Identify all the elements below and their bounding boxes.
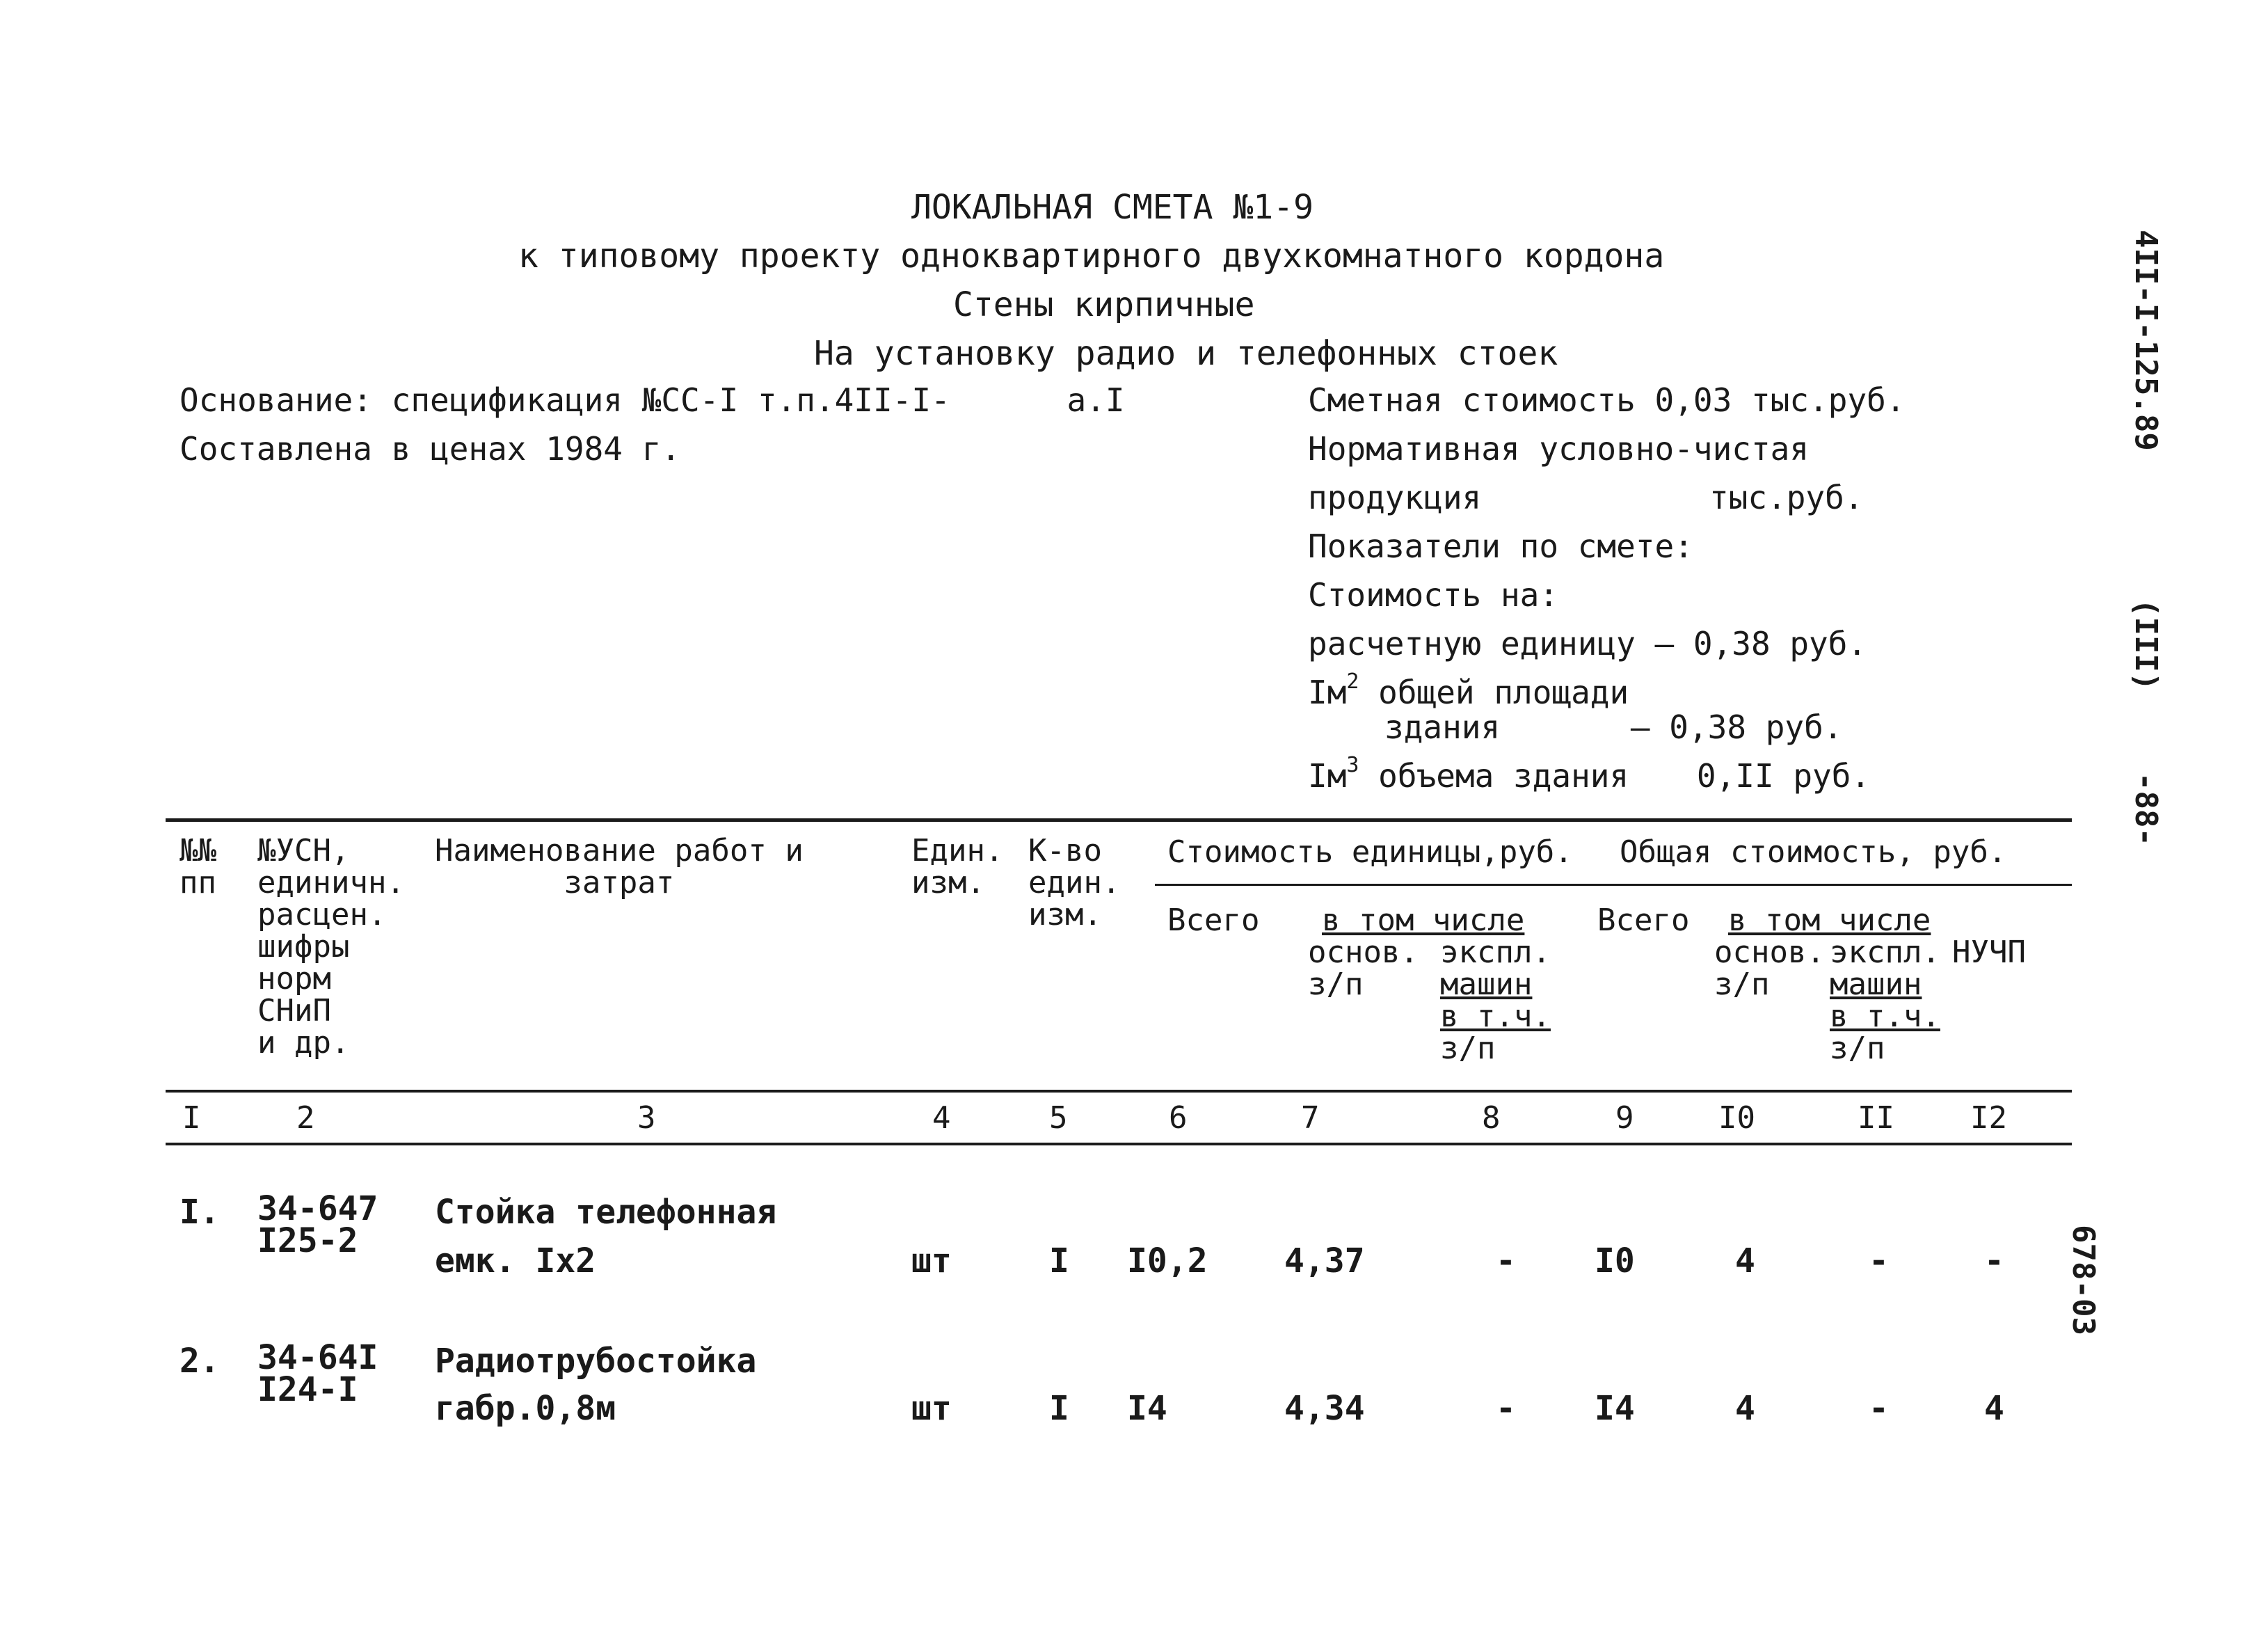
col-header-num-b: пп [179,865,216,900]
row1-qty: I [1049,1241,1069,1280]
total-eksp [1830,937,1940,1065]
m3-prefix: Iм [1308,757,1347,795]
code-h-2: расцен. [257,897,387,932]
cost-per-m2-line [1308,669,1629,711]
colnum-2: 2 [296,1100,315,1136]
row2-c12: 4 [1984,1389,2004,1428]
code-h-1: единичн. [257,865,405,900]
code-h-4: норм [257,961,331,996]
row2-code [257,1338,378,1409]
name-h-0: Наименование работ и [435,833,804,868]
colnum-6: 6 [1169,1100,1188,1136]
unit-h-0: Един. [911,833,1004,868]
col-header-name [435,835,804,899]
code-h-3: шифры [257,929,350,964]
qty-h-0: К-во [1028,833,1102,868]
code-h-5: СНиП [257,993,331,1029]
code-h-0: №УСН, [257,833,350,868]
row1-unit: шт [911,1241,952,1280]
m2-building: здания [1384,708,1501,746]
row2-c6: I4 [1127,1389,1167,1428]
side-bottom-code: 678-03 [2066,1225,2101,1335]
colnum-4: 4 [932,1100,951,1136]
col-header-num-a: №№ [179,833,216,868]
row1-code-b: I25-2 [257,1221,358,1260]
col-header-code [257,835,405,1059]
row2-qty: I [1049,1389,1069,1428]
row1-code [257,1189,378,1260]
row2-name-a: Радиотрубостойка [435,1342,757,1381]
unit-eksp-c: в т.ч. [1440,999,1551,1034]
unit-cost-group: Стоимость единицы,руб. [1167,834,1573,870]
m2-sup: 2 [1346,669,1359,694]
unit-eksp-d: з/п [1440,1031,1496,1066]
total-osn-a: основ. [1714,935,1825,970]
indicators-heading: Показатели по смете: [1308,527,1693,565]
row2-num: 2. [179,1342,220,1381]
cost-per-m3-line [1308,753,1871,795]
row2-unit: шт [911,1389,952,1428]
colnum-1: I [182,1100,201,1136]
unit-eksp [1440,937,1551,1065]
total-eksp-d: з/п [1830,1031,1885,1066]
row1-num: I. [179,1193,220,1232]
side-page: -88- [2128,772,2164,846]
side-roman: (III) [2128,598,2164,691]
total-total: Всего [1597,903,1690,938]
document-subtitle: к типовому проекту одноквартирного двухкомнатного кордона [518,237,1665,276]
side-code: 4II-I-125.89 [2128,230,2164,451]
total-eksp-a: экспл. [1830,935,1940,970]
normative-line1: Нормативная условно-чистая [1308,430,1810,468]
row2-c8: - [1496,1389,1516,1428]
colnum-bottom-rule [166,1143,2072,1145]
document-title: ЛОКАЛЬНАЯ СМЕТА №1-9 [911,188,1313,227]
total-osn-b: з/п [1714,967,1770,1002]
qty-h-2: изм. [1028,897,1102,932]
colnum-8: 8 [1482,1100,1501,1136]
cost-group-rule [1155,884,2072,886]
col-header-qty [1028,835,1120,931]
colnum-10: I0 [1718,1100,1755,1136]
col-header-num [179,835,216,899]
m3-sup: 3 [1346,753,1359,777]
normative-line2 [1308,479,1864,516]
row1-name-a: Стойка телефонная [435,1193,777,1232]
total-eksp-c: в т.ч. [1830,999,1940,1034]
row2-c9: I4 [1595,1389,1635,1428]
colnum-11: II [1858,1100,1894,1136]
row2-name-b: габр.0,8м [435,1389,616,1428]
qty-h-1: един. [1028,865,1121,900]
m3-label: объема здания [1359,757,1629,795]
row1-name-b: емк. Iх2 [435,1241,596,1280]
table-top-rule [166,818,2072,822]
col-header-unit [911,835,1003,899]
basis-line [179,381,1125,419]
cost-per-unit: расчетную единицу – 0,38 руб. [1308,625,1867,662]
colnum-5: 5 [1049,1100,1068,1136]
prices-year: Составлена в ценах 1984 г. [179,430,681,468]
name-h-1: затрат [564,865,675,900]
total-incl: в том числе [1728,903,1931,938]
colnum-12: I2 [1970,1100,2007,1136]
row1-c7: 4,37 [1284,1241,1365,1280]
normative-unit: тыс.руб. [1709,479,1864,516]
basis-text: Основание: спецификация №СС-I т.п.4II-I- [179,381,950,419]
cost-per-m2-line2 [1384,708,1843,746]
row1-c8: - [1496,1241,1516,1280]
row2-c10: 4 [1735,1389,1755,1428]
row2-code-a: 34-64I [257,1338,378,1377]
colnum-3: 3 [637,1100,656,1136]
total-cost-group: Общая стоимость, руб. [1620,834,2007,870]
row2-c11: - [1869,1389,1889,1428]
row1-c12: - [1984,1241,2004,1280]
unit-osn [1308,937,1419,1001]
colnum-7: 7 [1301,1100,1320,1136]
estimated-cost: Сметная стоимость 0,03 тыс.руб. [1308,381,1906,419]
walls-type: Стены кирпичные [953,285,1255,324]
code-h-6: и др. [257,1025,350,1061]
unit-h-1: изм. [911,865,985,900]
row1-c11: - [1869,1241,1889,1280]
row1-code-a: 34-647 [257,1189,378,1228]
estimate-purpose: На установку радио и телефонных стоек [814,334,1558,373]
unit-osn-b: з/п [1308,967,1364,1002]
cost-on-heading: Стоимость на: [1308,576,1559,614]
unit-eksp-a: экспл. [1440,935,1551,970]
m2-prefix: Iм [1308,674,1347,711]
row2-c7: 4,34 [1284,1389,1365,1428]
normative-label: продукция [1308,479,1482,516]
m2-value: – 0,38 руб. [1630,708,1843,746]
m2-label: общей площади [1359,674,1629,711]
row1-c10: 4 [1735,1241,1755,1280]
total-eksp-b: машин [1830,967,1922,1002]
unit-osn-a: основ. [1308,935,1419,970]
unit-total: Всего [1167,903,1260,938]
unit-eksp-b: машин [1440,967,1533,1002]
basis-suffix: а.I [1067,381,1125,419]
nuchp-header: НУЧП [1952,935,2026,970]
row2-code-b: I24-I [257,1370,358,1409]
colnum-9: 9 [1615,1100,1634,1136]
row1-c9: I0 [1595,1241,1635,1280]
total-osn [1714,937,1825,1001]
header-bottom-rule [166,1090,2072,1093]
m3-value: 0,II руб. [1696,757,1871,795]
row1-c6: I0,2 [1127,1241,1208,1280]
unit-incl: в том числе [1322,903,1525,938]
